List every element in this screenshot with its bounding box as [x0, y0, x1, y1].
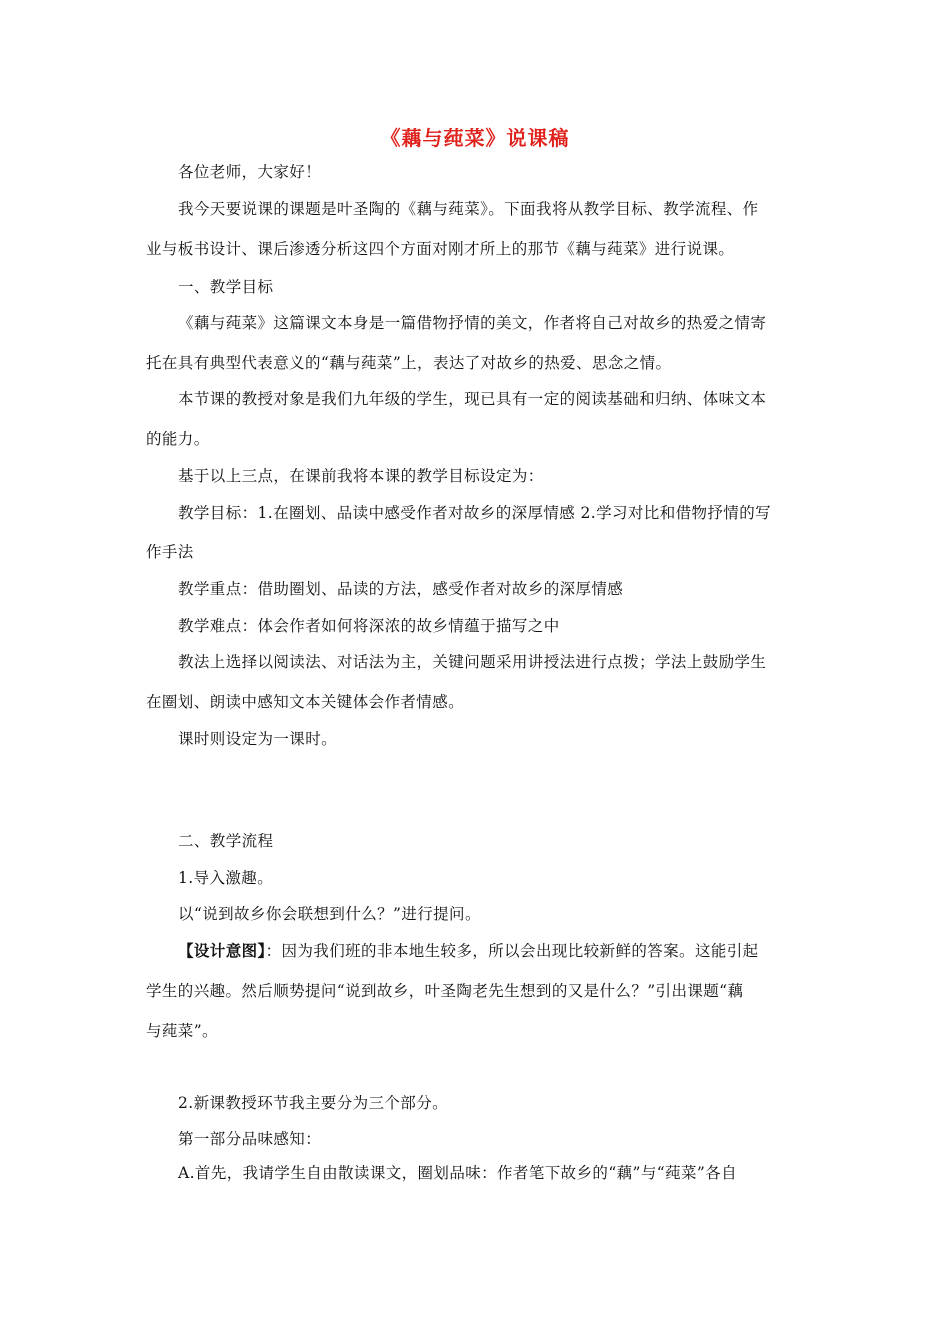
paragraph-line: A.首先，我请学生自由散读课文，圈划品味：作者笔下故乡的“藕”与“莼菜”各自 — [178, 1164, 738, 1182]
paragraph-line: 以“说到故乡你会联想到什么？”进行提问。 — [178, 905, 481, 923]
paragraph-line: 本节课的教授对象是我们九年级的学生，现已具有一定的阅读基础和归纳、体味文本 — [178, 390, 767, 408]
paragraph-line: 《藕与莼菜》这篇课文本身是一篇借物抒情的美文，作者将自己对故乡的热爱之情寄 — [178, 314, 767, 332]
paragraph-line: 1.导入激趣。 — [178, 869, 274, 887]
section-heading: 二、教学流程 — [178, 832, 274, 850]
paragraph-line — [178, 941, 759, 961]
paragraph-line: 的能力。 — [146, 430, 210, 448]
paragraph-line: 教学目标：1.在圈划、品读中感受作者对故乡的深厚情感 2.学习对比和借物抒情的写 — [178, 504, 772, 522]
paragraph-line: 我今天要说课的课题是叶圣陶的《藕与莼菜》。下面我将从教学目标、教学流程、作 — [178, 200, 759, 218]
paragraph-line: 作手法 — [146, 543, 194, 561]
paragraph-line: 在圈划、朗读中感知文本关键体会作者情感。 — [146, 693, 465, 711]
paragraph-line: 教学难点：体会作者如何将深浓的故乡情蕴于描写之中 — [178, 617, 560, 635]
paragraph-line: 教法上选择以阅读法、对话法为主，关键问题采用讲授法进行点拨；学法上鼓励学生 — [178, 653, 767, 671]
paragraph-line: 业与板书设计、课后渗透分析这四个方面对刚才所上的那节《藕与莼菜》进行说课。 — [146, 240, 735, 258]
paragraph-line: 课时则设定为一课时。 — [178, 730, 338, 748]
paragraph-line: 学生的兴趣。然后顺势提问“说到故乡，叶圣陶老先生想到的又是什么？”引出课题“藕 — [146, 982, 744, 1000]
paragraph-line: 第一部分品味感知： — [178, 1130, 322, 1148]
paragraph-line: 教学重点：借助圈划、品读的方法，感受作者对故乡的深厚情感 — [178, 580, 624, 598]
design-intent-text: ：因为我们班的非本地生较多，所以会出现比较新鲜的答案。这能引起 — [265, 942, 759, 960]
paragraph-line: 2.新课教授环节我主要分为三个部分。 — [178, 1094, 448, 1112]
section-heading: 一、教学目标 — [178, 278, 274, 296]
document-title: 《藕与莼菜》说课稿 — [380, 126, 570, 150]
paragraph-line: 托在具有典型代表意义的“藕与莼菜”上，表达了对故乡的热爱、思念之情。 — [146, 354, 672, 372]
paragraph-line: 各位老师，大家好！ — [178, 163, 322, 181]
paragraph-line: 与莼菜”。 — [146, 1022, 218, 1040]
paragraph-line: 基于以上三点，在课前我将本课的教学目标设定为： — [178, 467, 544, 485]
design-intent-label: 【设计意图】 — [178, 941, 266, 960]
